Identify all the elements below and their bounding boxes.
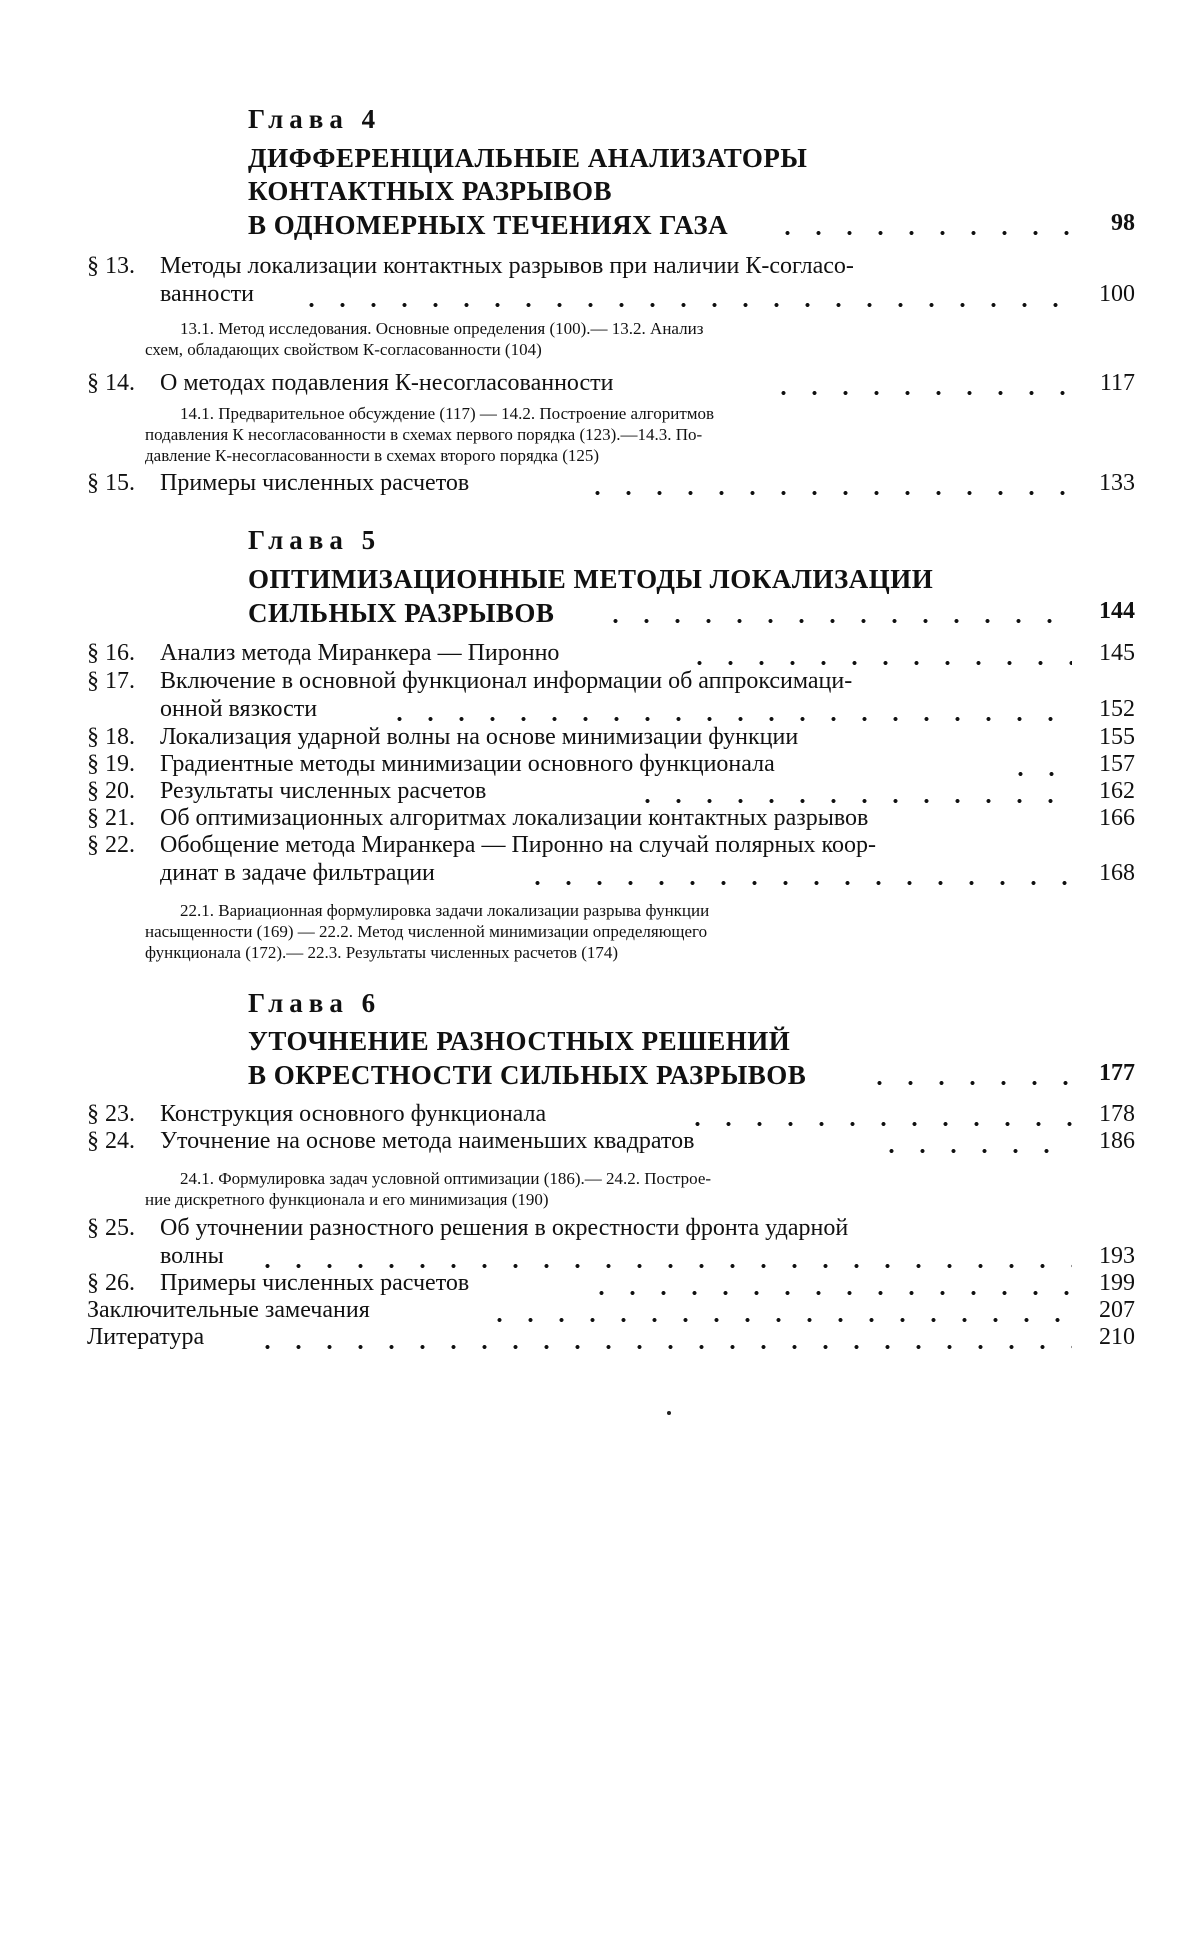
literature-title: Литература bbox=[87, 1324, 205, 1350]
chapter-4-title-line-2: КОНТАКТНЫХ РАЗРЫВОВ bbox=[248, 176, 613, 206]
chapter-4-title-line-1: ДИФФЕРЕНЦИАЛЬНЫЕ АНАЛИЗАТОРЫ bbox=[248, 143, 808, 173]
section-19-number: § 19. bbox=[87, 751, 135, 777]
section-14-subsection-line: 14.1. Предварительное обсуждение (117) — 14.2. Построение алгоритмов bbox=[180, 404, 715, 423]
chapter-6-title-line-2: В ОКРЕСТНОСТИ СИЛЬНЫХ РАЗРЫВОВ bbox=[248, 1060, 807, 1090]
section-22-title-line-2: динат в задаче фильтрации bbox=[160, 860, 435, 886]
section-13-page: 100 bbox=[1099, 281, 1135, 307]
section-22-number: § 22. bbox=[87, 832, 135, 858]
section-24-title: Уточнение на основе метода наименьших квадратов bbox=[160, 1128, 695, 1154]
section-22-subsection-line: функционала (172).— 22.3. Результаты численных расчетов (174) bbox=[145, 943, 619, 962]
section-17-title-line-1: Включение в основной функционал информации об аппроксимаци- bbox=[160, 668, 853, 694]
chapter-5-page: 144 bbox=[1099, 598, 1135, 624]
leader-dots bbox=[684, 660, 1072, 666]
section-13-number: § 13. bbox=[87, 253, 135, 279]
leader-dots bbox=[582, 490, 1072, 496]
section-25-number: § 25. bbox=[87, 1215, 135, 1241]
section-18-number: § 18. bbox=[87, 724, 135, 750]
chapter-6-label: Глава 6 bbox=[248, 988, 382, 1018]
section-14-subsection-line: давление К-несогласованности в схемах второго порядка (125) bbox=[145, 446, 600, 465]
section-21-title: Об оптимизационных алгоритмах локализации контактных разрывов bbox=[160, 805, 869, 831]
section-20-number: § 20. bbox=[87, 778, 135, 804]
leader-dots bbox=[876, 1148, 1072, 1154]
section-20-page: 162 bbox=[1099, 778, 1135, 804]
section-14-subsection-line: подавления К несогласованности в схемах первого порядка (123).—14.3. По- bbox=[145, 425, 703, 444]
section-15-number: § 15. bbox=[87, 470, 135, 496]
section-15-title: Примеры численных расчетов bbox=[160, 470, 470, 496]
section-23-page: 178 bbox=[1099, 1101, 1135, 1127]
leader-dots bbox=[772, 230, 1072, 236]
section-22-subsection-line: 22.1. Вариационная формулировка задачи локализации разрыва функции bbox=[180, 901, 710, 920]
chapter-4-title-line-3: В ОДНОМЕРНЫХ ТЕЧЕНИЯХ ГАЗА bbox=[248, 210, 729, 240]
leader-dots bbox=[296, 302, 1072, 308]
leader-dots bbox=[384, 716, 1072, 722]
chapter-6-title-line-1: УТОЧНЕНИЕ РАЗНОСТНЫХ РЕШЕНИЙ bbox=[248, 1026, 791, 1056]
section-13-title-line-2: ванности bbox=[160, 281, 254, 307]
section-22-page: 168 bbox=[1099, 860, 1135, 886]
section-22-subsection-line: насыщенности (169) — 22.2. Метод численной минимизации определяющего bbox=[145, 922, 708, 941]
chapter-4-label: Глава 4 bbox=[248, 104, 382, 134]
leader-dots bbox=[768, 390, 1072, 396]
chapter-5-title-line-2: СИЛЬНЫХ РАЗРЫВОВ bbox=[248, 598, 555, 628]
chapter-4-page: 98 bbox=[1111, 210, 1135, 236]
conclusion-page: 207 bbox=[1099, 1297, 1135, 1323]
leader-dots bbox=[864, 1080, 1072, 1086]
chapter-5-title-line-1: ОПТИМИЗАЦИОННЫЕ МЕТОДЫ ЛОКАЛИЗАЦИИ bbox=[248, 564, 934, 594]
section-24-subsection-line: ние дискретного функционала и его минимизация (190) bbox=[145, 1190, 549, 1209]
section-23-number: § 23. bbox=[87, 1101, 135, 1127]
leader-dots bbox=[600, 618, 1072, 624]
section-17-title-line-2: онной вязкости bbox=[160, 696, 318, 722]
section-18-title: Локализация ударной волны на основе минимизации функции bbox=[160, 724, 799, 750]
section-19-title: Градиентные методы минимизации основного функционала bbox=[160, 751, 775, 777]
chapter-5-label: Глава 5 bbox=[248, 525, 382, 555]
literature-page: 210 bbox=[1099, 1324, 1135, 1350]
section-21-page: 166 bbox=[1099, 805, 1135, 831]
section-16-number: § 16. bbox=[87, 640, 135, 666]
section-18-page: 155 bbox=[1099, 724, 1135, 750]
section-24-number: § 24. bbox=[87, 1128, 135, 1154]
leader-dots bbox=[252, 1263, 1072, 1269]
section-23-title: Конструкция основного функционала bbox=[160, 1101, 547, 1127]
ink-speck bbox=[667, 1411, 671, 1415]
section-17-number: § 17. bbox=[87, 668, 135, 694]
leader-dots bbox=[484, 1317, 1072, 1323]
leader-dots bbox=[522, 880, 1072, 886]
section-13-subsection-line: схем, обладающих свойством К-согласованности (104) bbox=[145, 340, 542, 359]
leader-dots bbox=[1005, 771, 1071, 777]
section-13-title-line-1: Методы локализации контактных разрывов при наличии К-согласо- bbox=[160, 253, 854, 279]
section-17-page: 152 bbox=[1099, 696, 1135, 722]
section-25-page: 193 bbox=[1099, 1243, 1135, 1269]
section-25-title-line-1: Об уточнении разностного решения в окрестности фронта ударной bbox=[160, 1215, 849, 1241]
section-14-page: 117 bbox=[1099, 370, 1135, 396]
section-21-number: § 21. bbox=[87, 805, 135, 831]
leader-dots bbox=[632, 798, 1072, 804]
conclusion-title: Заключительные замечания bbox=[87, 1297, 370, 1323]
leader-dots bbox=[252, 1344, 1072, 1350]
section-19-page: 157 bbox=[1099, 751, 1135, 777]
section-26-title: Примеры численных расчетов bbox=[160, 1270, 470, 1296]
chapter-6-page: 177 bbox=[1099, 1060, 1135, 1086]
section-20-title: Результаты численных расчетов bbox=[160, 778, 487, 804]
section-16-page: 145 bbox=[1099, 640, 1135, 666]
section-24-subsection-line: 24.1. Формулировка задач условной оптимизации (186).— 24.2. Построе- bbox=[180, 1169, 712, 1188]
section-26-page: 199 bbox=[1099, 1270, 1135, 1296]
section-16-title: Анализ метода Миранкера — Пиронно bbox=[160, 640, 560, 666]
section-15-page: 133 bbox=[1099, 470, 1135, 496]
section-24-page: 186 bbox=[1099, 1128, 1135, 1154]
leader-dots bbox=[682, 1121, 1072, 1127]
section-14-title: О методах подавления К-несогласованности bbox=[160, 370, 614, 396]
section-25-title-line-2: волны bbox=[160, 1243, 224, 1269]
section-26-number: § 26. bbox=[87, 1270, 135, 1296]
section-22-title-line-1: Обобщение метода Миранкера — Пиронно на случай полярных коор- bbox=[160, 832, 876, 858]
section-13-subsection-line: 13.1. Метод исследования. Основные определения (100).— 13.2. Анализ bbox=[180, 319, 704, 338]
leader-dots bbox=[586, 1290, 1072, 1296]
section-14-number: § 14. bbox=[87, 370, 135, 396]
